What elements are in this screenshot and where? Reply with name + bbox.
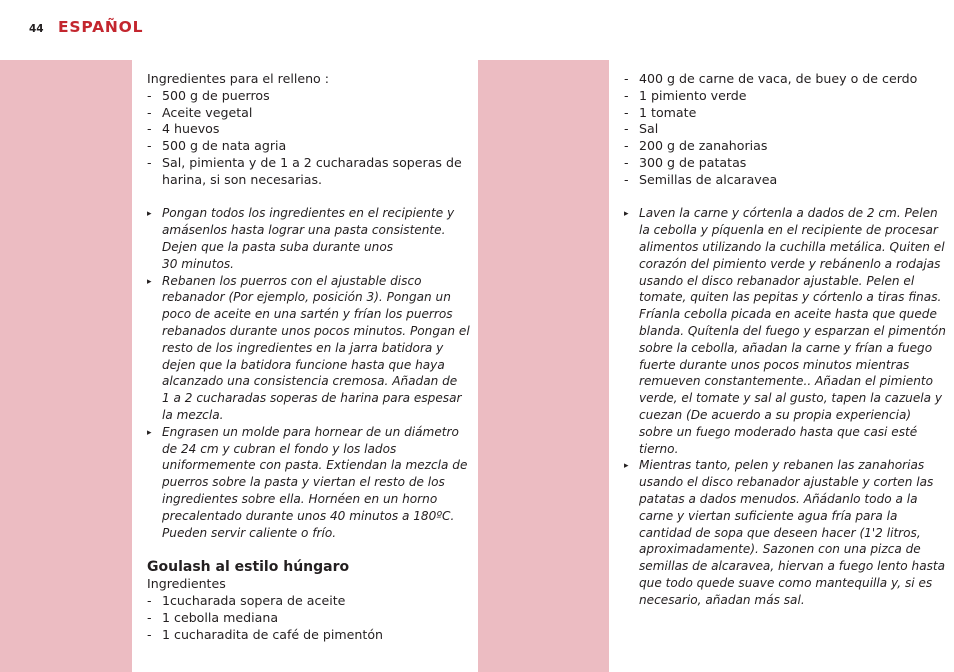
step-line: usando el disco rebanador ajustable. Pelen el [639,273,915,288]
language-heading: ESPAÑOL [58,18,144,36]
step-line: que todo quede suave como mantequilla y, si es [639,575,933,590]
step-line: blanda. Quítenla del fuego y esparzan el pimentón [639,323,946,338]
ingredient-text: 300 g de patatas [639,154,747,170]
step-line: poco de aceite en una sartén y frían los puerros [162,307,453,322]
ingredient-item [147,88,447,105]
step-arrow-icon: ▸ [147,427,152,438]
step-line: amásenlos hasta lograr una pasta consistente. [162,223,446,238]
ingredient-text: harina, si son necesarias. [162,171,323,187]
bullet-dash: - [147,592,152,608]
margin-band-middle [478,60,609,672]
margin-band-left [0,60,132,672]
step-line: ingredientes sobre ella. Hornéen en un horno [162,491,438,506]
ingredient-text: 1 cucharadita de café de pimentón [162,626,384,642]
ingredient-text: 1 tomate [639,104,697,120]
bullet-dash: - [624,154,629,170]
bullet-dash: - [147,87,152,103]
left-column [147,71,470,643]
ingredient-text: 400 g de carne de vaca, de buey o de cerdo [639,71,918,86]
right-column [624,71,946,609]
step-line: Rebanen los puerros con el ajustable disco [162,273,422,288]
ingredient-item [147,138,447,155]
goulash-ingredient-list-continued [624,71,934,189]
ingredient-text: Aceite vegetal [162,104,253,120]
ingredient-text: 1 pimiento verde [639,87,747,103]
step-line: uniformemente con pasta. Extiendan la mezcla de [162,458,468,473]
bullet-dash: - [624,104,629,120]
step-line: semillas de alcaravea, hiervan a fuego lento hasta [639,559,946,574]
step-line: resto de los ingredientes en la jarra batidora y [162,340,444,355]
ingredient-item [147,154,462,172]
ingredient-item [624,172,934,189]
bullet-dash: - [624,121,629,137]
ingredient-text: Sal [639,121,659,137]
step-line: necesario, añadan más sal. [639,592,805,607]
step-line: cuezan (De acuerdo a su propia experiencia) [639,407,912,422]
step-line: Dejen que la pasta suba durante unos [162,239,394,254]
ingredient-item [147,121,447,138]
step-arrow-icon: ▸ [624,461,629,472]
instruction-step [147,205,455,272]
step-line: sobre un fuego moderado hasta que casi esté [639,424,918,439]
ingredient-text: 4 huevos [162,121,220,137]
ingredient-item [624,71,934,88]
instruction-step [624,205,946,457]
bullet-dash: - [147,609,152,625]
step-arrow-icon: ▸ [147,209,152,220]
ingredient-item [624,155,934,172]
ingredient-item [147,593,447,610]
bullet-dash: - [147,154,152,170]
instruction-step [624,457,946,608]
step-line: precalentado durante unos 40 minutos a 180ºC. [162,508,455,523]
left-steps [147,205,470,541]
step-line: dejen que la batidora funcione hasta que haya [162,357,445,372]
right-steps [624,205,946,608]
step-line: rebanador (Por ejemplo, posición 3). Pongan un [162,290,451,305]
step-line: sobre la cebolla, añadan la carne y frían a fuego [639,340,933,355]
goulash-heading: Goulash al estilo húngaro [147,559,350,576]
step-line: carne y viertan suficiente agua fría para la [639,508,898,523]
step-line: de 24 cm y cubran el fondo y los lados [162,441,397,456]
step-line: la cebolla y píquenla en el recipiente de procesar [639,223,938,238]
ingredient-item [147,105,447,122]
step-line: aproximadamente). Sazonen con una pizca de [639,542,921,557]
page-number: 44 [29,23,44,35]
step-line: corazón del pimiento verde y rebánenlo a rodajas [639,256,941,271]
ingredient-item [147,627,447,644]
step-line: Pueden servir caliente o frío. [162,525,337,540]
ingredient-text: 1cucharada sopera de aceite [162,592,346,608]
step-arrow-icon: ▸ [624,209,629,220]
ingredient-text: 500 g de puerros [162,87,270,103]
step-line: alcanzado una consistencia cremosa. Añadan de [162,374,458,389]
instruction-step [147,424,468,542]
step-arrow-icon: ▸ [147,276,152,287]
ingredient-text: Semillas de alcaravea [639,171,778,187]
step-line: tierno. [639,441,679,456]
bullet-dash: - [147,104,152,120]
step-line: patatas a dados menudos. Añádanlo todo a la [639,491,918,506]
ingredient-item [147,172,447,189]
bullet-dash: - [624,71,629,86]
bullet-dash: - [624,138,629,154]
step-line: usando el disco rebanador ajustable y corten las [639,475,934,490]
bullet-dash: - [147,121,152,137]
step-line: cantidad de sopa que deseen hacer (1'2 litros, [639,525,921,540]
step-line: Laven la carne y córtenla a dados de 2 cm. Pelen [639,206,938,221]
bullet-dash: - [147,138,152,154]
bullet-dash: - [624,171,629,187]
step-line: alimentos utilizando la cuchilla metálica. Quiten el [639,239,945,254]
step-line: puerros sobre la pasta y viertan el resto de los [162,475,445,490]
ingredient-item [147,610,447,627]
bullet-dash: - [147,626,152,642]
step-line: la mezcla. [162,407,224,422]
step-line: Pongan todos los ingredientes en el recipiente y [162,206,455,221]
goulash-subtitle: Ingredientes [147,576,226,592]
instruction-step [147,273,470,424]
ingredient-item [624,138,934,155]
step-line: fuerte durante unos pocos minutos mientras [639,357,910,372]
bullet-dash: - [624,87,629,103]
goulash-ingredient-list [147,593,447,643]
step-line: 30 minutos. [162,256,234,271]
step-line: 1 a 2 cucharadas soperas de harina para espesar [162,391,462,406]
ingredient-item [624,121,934,138]
ingredient-item [624,88,934,105]
step-line: Fríanla cebolla picada en aceite hasta que quede [639,307,937,322]
ingredient-text: 500 g de nata agria [162,138,287,154]
step-line: remueven constantemente.. Añadan el pimiento [639,374,934,389]
ingredient-text: 1 cebolla mediana [162,609,279,625]
step-line: verde, el tomate y sal al gusto, tapen la cazuela y [639,391,943,406]
ingredient-text: Sal, pimienta y de 1 a 2 cucharadas soperas de [162,154,462,170]
filling-ingredient-list [147,87,462,189]
step-line: rebanados durante unos pocos minutos. Pongan el [162,323,470,338]
step-line: tomate, quiten las pepitas y córtenlo a tiras finas. [639,290,942,305]
filling-title: Ingredientes para el relleno : [147,71,330,86]
step-line: Mientras tanto, pelen y rebanen las zanahorias [639,458,925,473]
ingredient-item [624,105,934,122]
ingredient-text: 200 g de zanahorias [639,138,768,154]
step-line: Engrasen un molde para hornear de un diámetro [162,424,459,439]
